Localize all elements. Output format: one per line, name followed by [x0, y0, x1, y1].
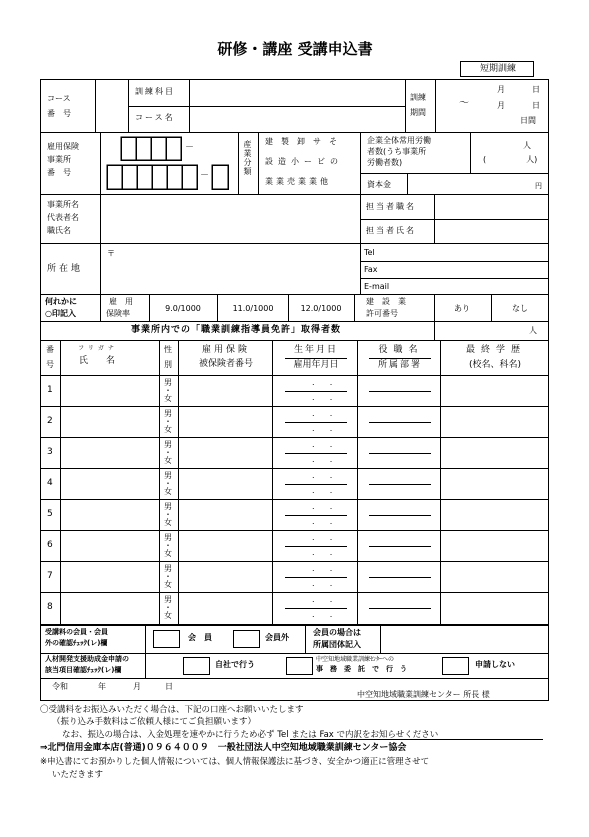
birth-date-dots: . . — [312, 440, 333, 449]
ins-office-label-1: 雇用保険 — [47, 142, 79, 151]
position-field[interactable] — [358, 469, 440, 500]
hire-date-dots: . . — [312, 579, 333, 588]
birth-date-dots: . . — [312, 595, 333, 604]
education-field[interactable] — [441, 562, 548, 593]
nonmember-checkbox[interactable] — [233, 630, 260, 648]
course-name-field[interactable] — [190, 107, 405, 132]
member-label: 会 員 — [188, 633, 212, 642]
rep-label-3: 職氏名 — [47, 226, 71, 235]
sex-sep: ・ — [164, 603, 172, 612]
page-title: 研修・講座 受講申込書 — [217, 40, 373, 58]
col-birth-2: 雇用年月日 — [293, 360, 339, 370]
name-field[interactable] — [61, 562, 159, 593]
employees-label-2: 者数(うち事業所 — [367, 147, 427, 156]
delegate-label-1: 中空知地域職業訓練ｾﾝﾀｰへの — [316, 656, 395, 663]
row-number: 1 — [47, 385, 53, 395]
course-number-label-1: コース — [47, 94, 71, 103]
sex-male[interactable]: 男 — [164, 378, 172, 387]
position-field[interactable] — [358, 500, 440, 531]
email-label: E-mail — [364, 282, 390, 291]
name-field[interactable] — [61, 500, 159, 531]
row-number: 8 — [47, 602, 53, 612]
member-checkbox[interactable] — [153, 630, 180, 648]
col-sex-2: 別 — [164, 360, 172, 369]
period-label-1: 訓練 — [410, 93, 426, 102]
table-row — [40, 531, 549, 562]
insured-number-field[interactable] — [179, 469, 272, 500]
period-end-month: 月 — [497, 101, 505, 110]
sex-sep: ・ — [164, 386, 172, 395]
name-field[interactable] — [61, 407, 159, 438]
position-field[interactable] — [358, 376, 440, 407]
rate-label-2: 保険率 — [106, 309, 130, 318]
sex-male[interactable]: 男 — [164, 595, 172, 604]
fee-label-1: 受講料の会員・会員 — [45, 628, 108, 636]
table-row — [40, 500, 549, 531]
education-field[interactable] — [441, 438, 548, 469]
birth-date-dots: . . — [312, 378, 333, 387]
date-year: 年 — [98, 682, 106, 691]
employees-paren: ( 人) — [483, 155, 538, 164]
fax-label: Fax — [364, 265, 378, 274]
sex-female[interactable]: 女 — [164, 549, 172, 558]
col-education-2: (校名、科名) — [468, 360, 522, 370]
col-no-1: 番 — [46, 345, 54, 354]
position-field[interactable] — [358, 562, 440, 593]
hire-date-dots: . . — [312, 393, 333, 402]
fee-label-2: 外の確認ﾁｪｯｸ(レ)欄 — [45, 639, 108, 647]
col-position-1: 役職名 — [378, 345, 424, 355]
insured-number-field[interactable] — [179, 407, 272, 438]
rate-option-2[interactable]: 11.0/1000 — [232, 304, 274, 313]
self-apply-label: 自社で行う — [215, 660, 255, 669]
table-row — [40, 407, 549, 438]
employees-label-3: 労働者数) — [367, 158, 403, 167]
subject-label: 訓練科目 — [135, 87, 175, 96]
capital-label: 資本金 — [367, 180, 391, 189]
no-apply-label: 申請しない — [475, 660, 515, 669]
sex-female[interactable]: 女 — [164, 487, 172, 496]
delegate-checkbox[interactable] — [286, 657, 313, 675]
hire-date-dots: . . — [312, 610, 333, 619]
rate-label-1: 雇 用 — [109, 297, 133, 306]
sex-sep: ・ — [164, 572, 172, 581]
ins-dash-2: － — [200, 171, 210, 181]
position-field[interactable] — [358, 438, 440, 469]
row-number: 6 — [47, 540, 53, 550]
date-era: 令和 — [52, 682, 68, 691]
col-ins-2: 被保険者番号 — [198, 359, 254, 369]
ins-dash-1: － — [185, 143, 195, 153]
note-fee: （振り込み手数料はご依頼人様にてご負担願います） — [52, 717, 257, 727]
period-label-2: 期間 — [410, 108, 426, 117]
education-field[interactable] — [441, 407, 548, 438]
subsidy-label-1: 人材開発支援助成金申請の — [45, 655, 129, 663]
col-name: 氏 名 — [78, 356, 116, 366]
course-name-label: コース名 — [135, 113, 175, 122]
instructor-license-label: 事業所内での「職業訓練指導員免許」取得者数 — [130, 325, 342, 335]
position-field[interactable] — [358, 593, 440, 624]
employees-label-1: 企業全体常用労働 — [367, 136, 431, 145]
assoc-field[interactable] — [381, 626, 548, 653]
row-number: 3 — [47, 447, 53, 457]
birth-date-dots: . . — [312, 564, 333, 573]
rep-label-2: 代表者名 — [47, 213, 79, 222]
mark-label-1: 何れかに — [45, 297, 77, 306]
row-number: 2 — [47, 416, 53, 426]
subsidy-label-2: 該当項目確認ﾁｪｯｸ(レ)欄 — [45, 666, 122, 674]
insured-number-field[interactable] — [179, 376, 272, 407]
hire-date-dots: . . — [312, 486, 333, 495]
date-month: 月 — [133, 682, 141, 691]
col-no-2: 号 — [46, 360, 54, 369]
industry-label: 産業分類 — [243, 140, 252, 176]
name-field[interactable] — [61, 438, 159, 469]
address-label: 所在地 — [47, 264, 84, 274]
self-apply-checkbox[interactable] — [183, 657, 210, 675]
note-inform: なお、振込の場合は、入金処理を速やかに行うため必ず Tel または Fax で内訳をお知らせください — [62, 730, 439, 740]
sex-female[interactable]: 女 — [164, 456, 172, 465]
ins-office-label-2: 事業所 — [47, 155, 71, 164]
education-field[interactable] — [441, 593, 548, 624]
permit-label-2: 許可番号 — [366, 309, 398, 318]
date-day: 日 — [165, 682, 173, 691]
no-apply-checkbox[interactable] — [442, 657, 469, 675]
permit-label-1: 建 設 業 — [366, 297, 406, 306]
sex-male[interactable]: 男 — [164, 533, 172, 542]
sex-male[interactable]: 男 — [164, 502, 172, 511]
note-transfer: 〇受講料をお振込みいただく場合は、下記の口座へお願いいたします — [40, 705, 304, 715]
sex-male[interactable]: 男 — [164, 440, 172, 449]
col-education-1: 最終学歴 — [465, 345, 527, 355]
sex-female[interactable]: 女 — [164, 394, 172, 403]
period-start-day: 日 — [532, 85, 540, 94]
sex-sep: ・ — [164, 479, 172, 488]
table-row — [40, 438, 549, 469]
education-field[interactable] — [441, 376, 548, 407]
insured-number-field[interactable] — [179, 562, 272, 593]
row-number: 7 — [47, 571, 53, 581]
education-field[interactable] — [441, 531, 548, 562]
table-row — [40, 376, 549, 407]
sex-male[interactable]: 男 — [164, 564, 172, 573]
training-type-tag: 短期訓練 — [460, 61, 534, 77]
row-number: 5 — [47, 509, 53, 519]
period-end-day: 日 — [532, 101, 540, 110]
period-days: 日間 — [520, 116, 536, 125]
industry-row-1: 建製卸サそ — [265, 137, 345, 146]
rate-option-1[interactable]: 9.0/1000 — [165, 304, 201, 313]
position-field[interactable] — [358, 531, 440, 562]
sex-male[interactable]: 男 — [164, 471, 172, 480]
col-ins-1: 雇用保険 — [201, 345, 251, 355]
birth-date-dots: . . — [312, 502, 333, 511]
sex-female[interactable]: 女 — [164, 611, 172, 620]
sex-sep: ・ — [164, 541, 172, 550]
sex-male[interactable]: 男 — [164, 409, 172, 418]
mark-label-2: ○印記入 — [45, 309, 76, 318]
bank-account: ⇒北門信用金庫本店(普通)０９６４００９ 一般社団法人中空知地域職業訓練センター協会 — [40, 743, 407, 753]
hire-date-dots: . . — [312, 548, 333, 557]
col-sex-1: 性 — [164, 345, 172, 354]
note-inform-emphasis: 必ず Tel または Fax で内訳をお知らせください — [257, 730, 439, 740]
col-birth-1: 生年月日 — [293, 345, 339, 355]
hire-date-dots: . . — [312, 455, 333, 464]
name-field[interactable] — [61, 531, 159, 562]
industry-row-3: 業業売業業他 — [265, 177, 331, 186]
period-start-month: 月 — [497, 85, 505, 94]
name-field[interactable] — [61, 593, 159, 624]
sex-sep: ・ — [164, 417, 172, 426]
sex-sep: ・ — [164, 448, 172, 457]
table-row — [40, 593, 549, 624]
birth-date-dots: . . — [312, 471, 333, 480]
table-row — [40, 469, 549, 500]
birth-date-dots: . . — [312, 533, 333, 542]
privacy-note-2: いただきます — [52, 770, 104, 780]
insured-number-field[interactable] — [179, 593, 272, 624]
insured-number-field[interactable] — [179, 438, 272, 469]
permit-no[interactable]: なし — [512, 304, 528, 313]
period-tilde: ～ — [459, 98, 469, 109]
col-position-2: 所属部署 — [377, 360, 423, 370]
col-furigana: フリガナ — [78, 345, 118, 352]
table-row — [40, 562, 549, 593]
course-number-label-2: 番 号 — [47, 109, 71, 118]
delegate-label-2: 事 務 委 託 で 行 う — [316, 665, 407, 673]
assoc-label-2: 所属団体記入 — [313, 640, 361, 649]
name-field[interactable] — [61, 376, 159, 407]
subject-field[interactable] — [190, 80, 405, 106]
sex-sep: ・ — [164, 510, 172, 519]
contact-title-label: 担当者職名 — [366, 202, 416, 211]
name-field[interactable] — [61, 469, 159, 500]
insured-number-field[interactable] — [179, 500, 272, 531]
addressee: 中空知地域職業訓練センター 所長 様 — [357, 690, 490, 699]
permit-yes[interactable]: あり — [454, 304, 470, 313]
instructor-unit: 人 — [529, 326, 537, 335]
hire-date-dots: . . — [312, 517, 333, 526]
rate-option-3[interactable]: 12.0/1000 — [300, 304, 342, 313]
insured-number-field[interactable] — [179, 531, 272, 562]
contact-name-label: 担当者氏名 — [366, 226, 416, 235]
hire-date-dots: . . — [312, 424, 333, 433]
capital-unit: 円 — [535, 182, 542, 190]
employees-unit: 人 — [523, 141, 531, 150]
sex-female[interactable]: 女 — [164, 518, 172, 527]
tel-label: Tel — [364, 248, 375, 257]
position-field[interactable] — [358, 407, 440, 438]
assoc-label-1: 会員の場合は — [313, 628, 361, 637]
rep-label-1: 事業所名 — [47, 200, 79, 209]
postal-mark: 〒 — [107, 249, 115, 258]
education-field[interactable] — [441, 469, 548, 500]
industry-row-2: 設造小ービの — [265, 157, 343, 166]
sex-female[interactable]: 女 — [164, 580, 172, 589]
nonmember-label: 会員外 — [265, 633, 289, 642]
rep-field[interactable] — [101, 195, 360, 243]
sex-female[interactable]: 女 — [164, 425, 172, 434]
birth-date-dots: . . — [312, 409, 333, 418]
ins-office-label-3: 番 号 — [47, 168, 71, 177]
row-number: 4 — [47, 478, 53, 488]
education-field[interactable] — [441, 500, 548, 531]
privacy-note-1: ※申込書にてお預かりした個人情報については、個人情報保護法に基づき、安全かつ適正に管理させて — [40, 757, 430, 767]
